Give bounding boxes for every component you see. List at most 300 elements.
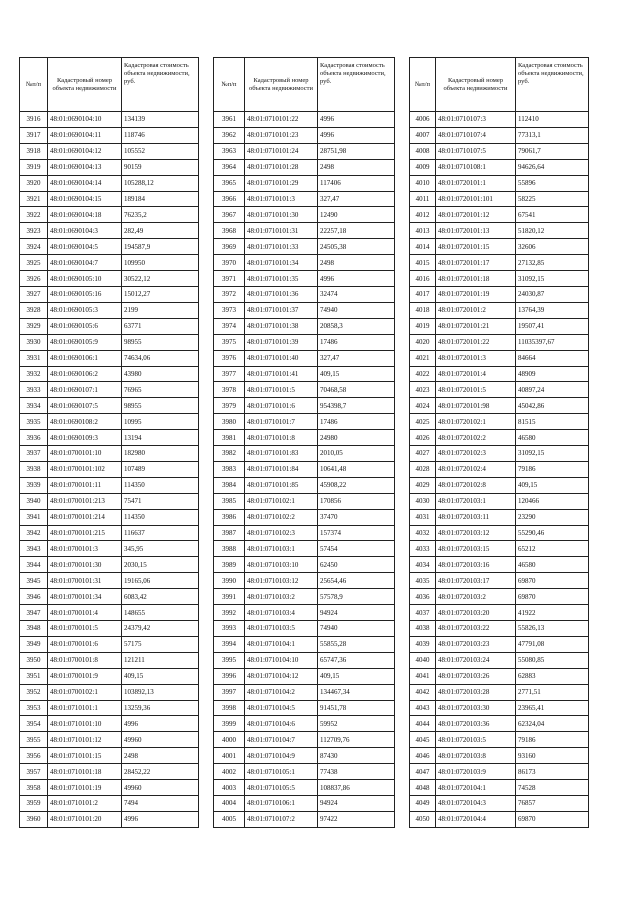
cadastral-value: 114350	[122, 509, 199, 525]
cadastral-number: 48:01:0720101:1	[436, 175, 516, 191]
cadastral-value: 46580	[516, 430, 589, 446]
table-body	[410, 112, 589, 828]
cadastral-value: 87430	[318, 748, 395, 764]
table-row	[20, 286, 199, 302]
table-row	[20, 652, 199, 668]
row-number: 3988	[214, 541, 245, 557]
cadastral-number: 48:01:0710101:29	[245, 175, 318, 191]
cadastral-number: 48:01:0690108:2	[48, 414, 122, 430]
cadastral-number: 48:01:0710101:12	[48, 732, 122, 748]
table-row	[20, 525, 199, 541]
row-number: 4035	[410, 573, 436, 589]
cadastral-number: 48:01:0710104:6	[245, 716, 318, 732]
cadastral-number: 48:01:0720103:8	[436, 748, 516, 764]
cadastral-number: 48:01:0690104:12	[48, 143, 122, 159]
cadastral-number: 48:01:0720103:23	[436, 636, 516, 652]
table-row	[410, 509, 589, 525]
cadastral-number: 48:01:0710103:10	[245, 557, 318, 573]
registry-table-1	[19, 57, 199, 828]
cadastral-number: 48:01:0690104:5	[48, 239, 122, 255]
cadastral-number: 48:01:0720101:18	[436, 271, 516, 287]
cadastral-number: 48:01:0720101:12	[436, 207, 516, 223]
cadastral-value: 28452,22	[122, 764, 199, 780]
header-cadastral-value: Кадастровая стоимость объекта недвижимости, руб.	[122, 58, 199, 112]
cadastral-value: 409,15	[318, 668, 395, 684]
row-number: 3952	[20, 684, 48, 700]
row-number: 4045	[410, 732, 436, 748]
cadastral-value: 31092,15	[516, 271, 589, 287]
row-number: 3977	[214, 366, 245, 382]
cadastral-number: 48:01:0710104:12	[245, 668, 318, 684]
cadastral-number: 48:01:0710102:1	[245, 493, 318, 509]
header-cadastral-number: Кадастровый номер объекта недвижимости	[48, 58, 122, 112]
cadastral-value: 120466	[516, 493, 589, 509]
table-row	[214, 477, 395, 493]
table-row	[410, 366, 589, 382]
cadastral-value: 79186	[516, 732, 589, 748]
table-row	[214, 430, 395, 446]
cadastral-number: 48:01:0700101:31	[48, 573, 122, 589]
cadastral-number: 48:01:0710103:5	[245, 621, 318, 637]
row-number: 3998	[214, 700, 245, 716]
cadastral-value: 148655	[122, 605, 199, 621]
cadastral-number: 48:01:0690105:3	[48, 302, 122, 318]
cadastral-number: 48:01:0720101:22	[436, 334, 516, 350]
table-row	[214, 795, 395, 811]
table-row	[410, 143, 589, 159]
cadastral-value: 327,47	[318, 350, 395, 366]
row-number: 3973	[214, 302, 245, 318]
cadastral-number: 48:01:0710101:8	[245, 430, 318, 446]
row-number: 3916	[20, 112, 48, 128]
table-row	[410, 636, 589, 652]
row-number: 3987	[214, 525, 245, 541]
cadastral-number: 48:01:0710101:2	[48, 795, 122, 811]
row-number: 4011	[410, 191, 436, 207]
cadastral-number: 48:01:0710101:41	[245, 366, 318, 382]
cadastral-number: 48:01:0710101:30	[245, 207, 318, 223]
cadastral-value: 4996	[318, 112, 395, 128]
cadastral-number: 48:01:0710101:85	[245, 477, 318, 493]
table-row	[410, 589, 589, 605]
row-number: 3958	[20, 780, 48, 796]
cadastral-number: 48:01:0710101:6	[245, 398, 318, 414]
cadastral-value: 2199	[122, 302, 199, 318]
cadastral-number: 48:01:0720102:4	[436, 461, 516, 477]
row-number: 3919	[20, 159, 48, 175]
cadastral-number: 48:01:0690104:15	[48, 191, 122, 207]
cadastral-value: 17486	[318, 334, 395, 350]
cadastral-value: 170856	[318, 493, 395, 509]
cadastral-number: 48:01:0720103:30	[436, 700, 516, 716]
table-row	[214, 557, 395, 573]
cadastral-value: 48909	[516, 366, 589, 382]
cadastral-number: 48:01:0710101:39	[245, 334, 318, 350]
row-number: 4015	[410, 255, 436, 271]
cadastral-value: 4996	[318, 271, 395, 287]
cadastral-value: 24030,87	[516, 286, 589, 302]
cadastral-number: 48:01:0720102:1	[436, 414, 516, 430]
row-number: 3968	[214, 223, 245, 239]
table-row	[410, 286, 589, 302]
row-number: 3960	[20, 811, 48, 827]
cadastral-number: 48:01:0710101:36	[245, 286, 318, 302]
table-row	[214, 732, 395, 748]
cadastral-value: 19165,06	[122, 573, 199, 589]
cadastral-number: 48:01:0710101:10	[48, 716, 122, 732]
row-number: 4004	[214, 795, 245, 811]
table-row	[214, 271, 395, 287]
cadastral-value: 13764,39	[516, 302, 589, 318]
cadastral-number: 48:01:0710104:9	[245, 748, 318, 764]
row-number: 3997	[214, 684, 245, 700]
table-row	[410, 493, 589, 509]
cadastral-number: 48:01:0690104:3	[48, 223, 122, 239]
cadastral-number: 48:01:0720101:19	[436, 286, 516, 302]
row-number: 3920	[20, 175, 48, 191]
table-row	[20, 716, 199, 732]
cadastral-value: 43980	[122, 366, 199, 382]
table-row	[214, 621, 395, 637]
cadastral-number: 48:01:0700101:30	[48, 557, 122, 573]
table-header	[410, 58, 589, 112]
row-number: 3946	[20, 589, 48, 605]
row-number: 3927	[20, 286, 48, 302]
cadastral-value: 63771	[122, 318, 199, 334]
cadastral-value: 94626,64	[516, 159, 589, 175]
cadastral-value: 62450	[318, 557, 395, 573]
table-row	[20, 509, 199, 525]
cadastral-value: 157374	[318, 525, 395, 541]
cadastral-number: 48:01:0690105:10	[48, 271, 122, 287]
cadastral-value: 23965,41	[516, 700, 589, 716]
table-row	[20, 207, 199, 223]
row-number: 3941	[20, 509, 48, 525]
table-row	[214, 589, 395, 605]
cadastral-number: 48:01:0690106:2	[48, 366, 122, 382]
table-row	[20, 684, 199, 700]
row-number: 3924	[20, 239, 48, 255]
cadastral-value: 55290,46	[516, 525, 589, 541]
row-number: 4006	[410, 112, 436, 128]
row-number: 4031	[410, 509, 436, 525]
row-number: 4030	[410, 493, 436, 509]
table-row	[20, 159, 199, 175]
cadastral-number: 48:01:0720102:2	[436, 430, 516, 446]
cadastral-number: 48:01:0720103:5	[436, 732, 516, 748]
table-row	[20, 541, 199, 557]
cadastral-value: 194587,9	[122, 239, 199, 255]
row-number: 3948	[20, 621, 48, 637]
row-number: 4038	[410, 621, 436, 637]
cadastral-value: 116637	[122, 525, 199, 541]
row-number: 3986	[214, 509, 245, 525]
table-row	[214, 573, 395, 589]
row-number: 3978	[214, 382, 245, 398]
cadastral-value: 345,95	[122, 541, 199, 557]
row-number: 4041	[410, 668, 436, 684]
row-number: 3980	[214, 414, 245, 430]
row-number: 4034	[410, 557, 436, 573]
cadastral-number: 48:01:0690106:1	[48, 350, 122, 366]
cadastral-number: 48:01:0710105:5	[245, 780, 318, 796]
cadastral-value: 65212	[516, 541, 589, 557]
cadastral-number: 48:01:0710101:28	[245, 159, 318, 175]
cadastral-number: 48:01:0710103:4	[245, 605, 318, 621]
cadastral-number: 48:01:0700101:6	[48, 636, 122, 652]
cadastral-value: 25654,46	[318, 573, 395, 589]
cadastral-number: 48:01:0720103:11	[436, 509, 516, 525]
table-row	[410, 668, 589, 684]
row-number: 3949	[20, 636, 48, 652]
cadastral-value: 10995	[122, 414, 199, 430]
table-row	[410, 175, 589, 191]
cadastral-value: 81515	[516, 414, 589, 430]
table-row	[20, 302, 199, 318]
table-row	[20, 143, 199, 159]
cadastral-value: 32606	[516, 239, 589, 255]
row-number: 4029	[410, 477, 436, 493]
cadastral-number: 48:01:0690105:9	[48, 334, 122, 350]
table-row	[20, 493, 199, 509]
cadastral-value: 134139	[122, 112, 199, 128]
cadastral-value: 69870	[516, 811, 589, 827]
row-number: 3928	[20, 302, 48, 318]
table-row	[410, 271, 589, 287]
row-number: 3970	[214, 255, 245, 271]
cadastral-value: 57175	[122, 636, 199, 652]
table-row	[20, 732, 199, 748]
cadastral-number: 48:01:0720102:3	[436, 446, 516, 462]
cadastral-value: 4996	[122, 716, 199, 732]
cadastral-number: 48:01:0710101:83	[245, 446, 318, 462]
table-row	[410, 414, 589, 430]
row-number: 3938	[20, 461, 48, 477]
cadastral-number: 48:01:0710101:7	[245, 414, 318, 430]
cadastral-value: 75471	[122, 493, 199, 509]
row-number: 4020	[410, 334, 436, 350]
row-number: 3993	[214, 621, 245, 637]
cadastral-number: 48:01:0710101:33	[245, 239, 318, 255]
row-number: 4022	[410, 366, 436, 382]
cadastral-value: 77313,1	[516, 127, 589, 143]
cadastral-number: 48:01:0720103:16	[436, 557, 516, 573]
cadastral-number: 48:01:0720104:3	[436, 795, 516, 811]
row-number: 4040	[410, 652, 436, 668]
cadastral-number: 48:01:0720101:2	[436, 302, 516, 318]
cadastral-value: 79061,7	[516, 143, 589, 159]
row-number: 3972	[214, 286, 245, 302]
cadastral-value: 103892,13	[122, 684, 199, 700]
cadastral-value: 2010,05	[318, 446, 395, 462]
table-row	[214, 493, 395, 509]
row-number: 4005	[214, 811, 245, 827]
cadastral-number: 48:01:0710104:2	[245, 684, 318, 700]
header-cadastral-value: Кадастровая стоимость объекта недвижимости, руб.	[318, 58, 395, 112]
cadastral-value: 49960	[122, 732, 199, 748]
cadastral-value: 79186	[516, 461, 589, 477]
table-row	[214, 318, 395, 334]
cadastral-number: 48:01:0710101:18	[48, 764, 122, 780]
cadastral-value: 93160	[516, 748, 589, 764]
table-row	[214, 175, 395, 191]
table-row	[214, 780, 395, 796]
table-row	[410, 127, 589, 143]
cadastral-value: 47791,08	[516, 636, 589, 652]
cadastral-value: 76857	[516, 795, 589, 811]
row-number: 3955	[20, 732, 48, 748]
table-row	[214, 716, 395, 732]
table-row	[20, 636, 199, 652]
row-number: 4047	[410, 764, 436, 780]
table-row	[20, 795, 199, 811]
row-number: 3996	[214, 668, 245, 684]
cadastral-value: 282,49	[122, 223, 199, 239]
table-row	[410, 350, 589, 366]
table-row	[214, 414, 395, 430]
table-row	[410, 382, 589, 398]
cadastral-value: 55896	[516, 175, 589, 191]
cadastral-value: 74940	[318, 302, 395, 318]
row-number: 3933	[20, 382, 48, 398]
cadastral-value: 67541	[516, 207, 589, 223]
cadastral-value: 62324,04	[516, 716, 589, 732]
table-row	[20, 764, 199, 780]
cadastral-number: 48:01:0720103:36	[436, 716, 516, 732]
cadastral-number: 48:01:0710101:84	[245, 461, 318, 477]
table-row	[410, 795, 589, 811]
table-row	[410, 461, 589, 477]
row-number: 3923	[20, 223, 48, 239]
table-row	[20, 557, 199, 573]
row-number: 3957	[20, 764, 48, 780]
cadastral-value: 31092,15	[516, 446, 589, 462]
cadastral-value: 4996	[122, 811, 199, 827]
cadastral-value: 76235,2	[122, 207, 199, 223]
row-number: 4049	[410, 795, 436, 811]
cadastral-value: 112709,76	[318, 732, 395, 748]
header-cadastral-number: Кадастровый номер объекта недвижимости	[436, 58, 516, 112]
cadastral-value: 327,47	[318, 191, 395, 207]
row-number: 4021	[410, 350, 436, 366]
cadastral-number: 48:01:0710108:1	[436, 159, 516, 175]
row-number: 4007	[410, 127, 436, 143]
cadastral-value: 17486	[318, 414, 395, 430]
cadastral-value: 65747,36	[318, 652, 395, 668]
table-row	[20, 366, 199, 382]
cadastral-value: 28751,98	[318, 143, 395, 159]
cadastral-number: 48:01:0720101:13	[436, 223, 516, 239]
table-row	[214, 398, 395, 414]
cadastral-number: 48:01:0710101:24	[245, 143, 318, 159]
row-number: 3918	[20, 143, 48, 159]
table-row	[214, 366, 395, 382]
header-number: №п/п	[214, 58, 245, 112]
row-number: 3962	[214, 127, 245, 143]
row-number: 4023	[410, 382, 436, 398]
table-row	[20, 112, 199, 128]
cadastral-number: 48:01:0690104:13	[48, 159, 122, 175]
cadastral-number: 48:01:0710101:5	[245, 382, 318, 398]
table-row	[410, 302, 589, 318]
header-number: №п/п	[20, 58, 48, 112]
table-row	[214, 700, 395, 716]
cadastral-number: 48:01:0700101:9	[48, 668, 122, 684]
cadastral-value: 69870	[516, 573, 589, 589]
cadastral-value: 2498	[318, 159, 395, 175]
table-row	[20, 621, 199, 637]
row-number: 3940	[20, 493, 48, 509]
row-number: 3929	[20, 318, 48, 334]
table-row	[410, 732, 589, 748]
table-row	[214, 461, 395, 477]
row-number: 4033	[410, 541, 436, 557]
table-row	[20, 175, 199, 191]
cadastral-value: 24379,42	[122, 621, 199, 637]
table-row	[410, 112, 589, 128]
row-number: 3976	[214, 350, 245, 366]
row-number: 3921	[20, 191, 48, 207]
cadastral-number: 48:01:0700101:102	[48, 461, 122, 477]
row-number: 4025	[410, 414, 436, 430]
table-row	[214, 764, 395, 780]
table-row	[20, 191, 199, 207]
row-number: 4009	[410, 159, 436, 175]
cadastral-value: 49960	[122, 780, 199, 796]
row-number: 3932	[20, 366, 48, 382]
cadastral-number: 48:01:0700101:11	[48, 477, 122, 493]
row-number: 3939	[20, 477, 48, 493]
cadastral-number: 48:01:0710104:10	[245, 652, 318, 668]
cadastral-number: 48:01:0700101:214	[48, 509, 122, 525]
row-number: 3995	[214, 652, 245, 668]
row-number: 4003	[214, 780, 245, 796]
cadastral-value: 105552	[122, 143, 199, 159]
row-number: 3942	[20, 525, 48, 541]
table-row	[214, 112, 395, 128]
cadastral-value: 77438	[318, 764, 395, 780]
table-row	[20, 334, 199, 350]
cadastral-number: 48:01:0720101:15	[436, 239, 516, 255]
table-row	[214, 652, 395, 668]
table-row	[410, 700, 589, 716]
row-number: 3961	[214, 112, 245, 128]
cadastral-number: 48:01:0710101:3	[245, 191, 318, 207]
cadastral-number: 48:01:0720103:1	[436, 493, 516, 509]
row-number: 3991	[214, 589, 245, 605]
cadastral-value: 45908,22	[318, 477, 395, 493]
table-header	[20, 58, 199, 112]
cadastral-number: 48:01:0710102:2	[245, 509, 318, 525]
cadastral-number: 48:01:0690109:3	[48, 430, 122, 446]
cadastral-value: 97422	[318, 811, 395, 827]
table-row	[214, 207, 395, 223]
cadastral-number: 48:01:0710107:5	[436, 143, 516, 159]
table-row	[214, 334, 395, 350]
table-row	[410, 621, 589, 637]
cadastral-number: 48:01:0710101:40	[245, 350, 318, 366]
table-body	[214, 112, 395, 828]
cadastral-value: 189184	[122, 191, 199, 207]
cadastral-value: 7494	[122, 795, 199, 811]
cadastral-value: 2030,15	[122, 557, 199, 573]
cadastral-value: 117406	[318, 175, 395, 191]
row-number: 3975	[214, 334, 245, 350]
cadastral-value: 74528	[516, 780, 589, 796]
table-row	[214, 239, 395, 255]
row-number: 3944	[20, 557, 48, 573]
row-number: 4018	[410, 302, 436, 318]
